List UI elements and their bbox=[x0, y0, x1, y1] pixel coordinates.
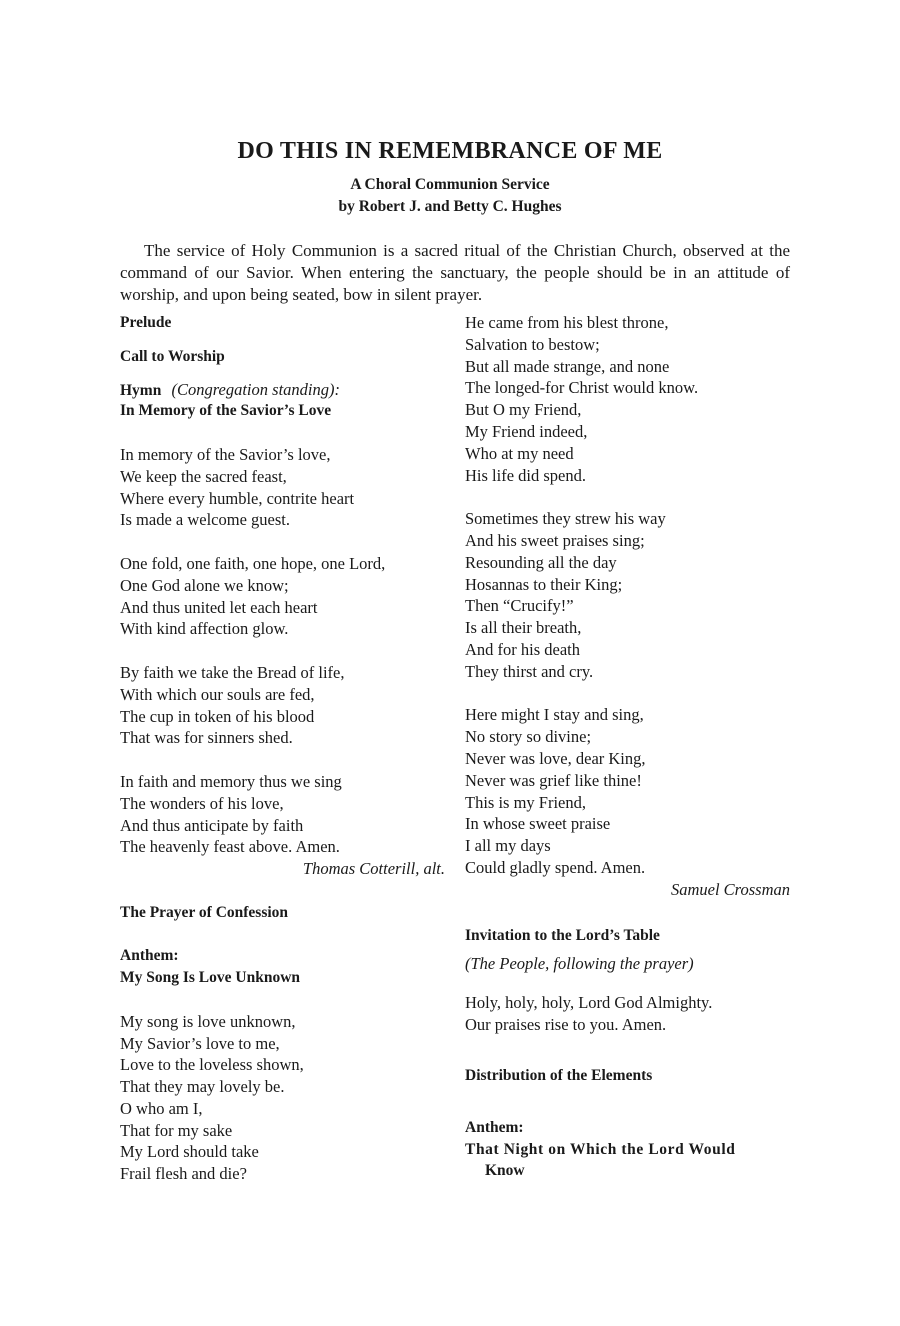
verse-line: Is made a welcome guest. bbox=[120, 510, 290, 530]
verse-line: This is my Friend, bbox=[465, 792, 587, 812]
verse-line: That for my sake bbox=[120, 1120, 233, 1140]
hymn-stanza-1 bbox=[120, 444, 450, 531]
left-column bbox=[120, 312, 450, 1185]
verse-line: He came from his blest throne, bbox=[465, 313, 669, 332]
verse-line: But all made strange, and none bbox=[465, 356, 670, 376]
anthem-stanza-4 bbox=[465, 704, 795, 878]
verse-line: That they may lovely be. bbox=[120, 1077, 285, 1097]
hymn-attribution: Thomas Cotterill, alt. bbox=[302, 859, 445, 879]
verse-line: The heavenly feast above. Amen. bbox=[120, 837, 340, 857]
anthem2-title-continued: Know bbox=[485, 1162, 525, 1180]
verse-line: Never was grief like thine! bbox=[465, 770, 642, 790]
verse-line: The cup in token of his blood bbox=[120, 706, 315, 726]
heading-prelude: Prelude bbox=[120, 314, 172, 331]
verse-line: One God alone we know; bbox=[120, 575, 289, 595]
verse-line: One fold, one faith, one hope, one Lord, bbox=[120, 553, 386, 573]
anthem-attribution: Samuel Crossman bbox=[670, 879, 790, 899]
verse-line: My Savior’s love to me, bbox=[120, 1033, 280, 1053]
verse-line: In whose sweet praise bbox=[465, 814, 611, 834]
anthem-stanza-3 bbox=[465, 508, 795, 682]
people-response bbox=[465, 992, 795, 1036]
anthem2-label: Anthem: bbox=[465, 1118, 524, 1136]
verse-line: Sometimes they strew his way bbox=[465, 509, 666, 529]
verse-line: In faith and memory thus we sing bbox=[120, 771, 342, 791]
verse-line: His life did spend. bbox=[465, 465, 586, 485]
verse-line: My song is love unknown, bbox=[120, 1011, 296, 1031]
heading-invitation: Invitation to the Lord’s Table bbox=[465, 927, 660, 945]
page-title: DO THIS IN REMEMBRANCE OF ME bbox=[237, 138, 663, 164]
verse-line: Hosannas to their King; bbox=[465, 574, 623, 594]
hymn-stanza-2 bbox=[120, 553, 450, 640]
verse-line: By faith we take the Bread of life, bbox=[120, 662, 345, 682]
verse-line: With which our souls are fed, bbox=[120, 684, 315, 704]
heading-call-to-worship: Call to Worship bbox=[120, 347, 225, 365]
heading-distribution: Distribution of the Elements bbox=[465, 1067, 653, 1085]
service-subtitle: A Choral Communion Service bbox=[350, 176, 550, 193]
verse-line: No story so divine; bbox=[465, 727, 592, 747]
verse-line: And for his death bbox=[465, 639, 581, 659]
verse-line: Salvation to bestow; bbox=[465, 334, 600, 354]
response-line: Holy, holy, holy, Lord God Almighty. bbox=[465, 992, 713, 1012]
hymn-stanza-4 bbox=[120, 771, 450, 858]
verse-line: Resounding all the day bbox=[465, 552, 617, 572]
verse-line: Then “Crucify!” bbox=[465, 596, 574, 616]
heading-prayer-of-confession: The Prayer of Confession bbox=[120, 903, 289, 921]
hymn-label: Hymn bbox=[120, 381, 162, 399]
verse-line: That was for sinners shed. bbox=[120, 728, 293, 748]
intro-paragraph: The service of Holy Communion is a sacred ritual of the Christian Church, observed at the command of our Savior. When entering the sanctuary, the people should be in an attitude of worship, and upon being seated, bow in silent prayer. bbox=[120, 241, 790, 304]
verse-line: In memory of the Savior’s love, bbox=[120, 444, 331, 464]
verse-line: And thus united let each heart bbox=[120, 597, 318, 617]
invitation-note: (The People, following the prayer) bbox=[465, 954, 694, 974]
verse-line: Where every humble, contrite heart bbox=[120, 488, 355, 508]
verse-line: O who am I, bbox=[120, 1098, 203, 1118]
verse-line: Could gladly spend. Amen. bbox=[465, 857, 646, 877]
verse-line: The wonders of his love, bbox=[120, 793, 284, 813]
verse-line: They thirst and cry. bbox=[465, 661, 594, 681]
verse-line: And his sweet praises sing; bbox=[465, 530, 645, 550]
anthem2-title: That Night on Which the Lord Would bbox=[465, 1140, 736, 1158]
anthem-title: My Song Is Love Unknown bbox=[120, 969, 301, 987]
hymn-note: (Congregation standing): bbox=[171, 379, 340, 399]
verse-line: And thus anticipate by faith bbox=[120, 815, 304, 835]
anthem-label: Anthem: bbox=[120, 947, 179, 965]
verse-line: Never was love, dear King, bbox=[465, 748, 646, 768]
verse-line: With kind affection glow. bbox=[120, 619, 289, 639]
verse-line: We keep the sacred feast, bbox=[120, 466, 287, 486]
verse-line: Love to the loveless shown, bbox=[120, 1055, 304, 1075]
right-column bbox=[465, 312, 795, 1182]
verse-line: Is all their breath, bbox=[465, 618, 582, 638]
response-line: Our praises rise to you. Amen. bbox=[465, 1014, 667, 1034]
verse-line: The longed-for Christ would know. bbox=[465, 378, 699, 398]
authors-line: by Robert J. and Betty C. Hughes bbox=[338, 198, 562, 215]
verse-line: My Friend indeed, bbox=[465, 421, 588, 441]
verse-line: Who at my need bbox=[465, 443, 574, 463]
hymn-heading bbox=[120, 379, 450, 401]
hymn-stanza-3 bbox=[120, 662, 450, 749]
anthem-stanza-1 bbox=[120, 1011, 450, 1185]
anthem-stanza-2 bbox=[465, 312, 795, 486]
hymn-title: In Memory of the Savior’s Love bbox=[120, 402, 332, 420]
verse-line: But O my Friend, bbox=[465, 400, 582, 420]
verse-line: I all my days bbox=[465, 836, 551, 856]
verse-line: My Lord should take bbox=[120, 1142, 259, 1162]
verse-line: Here might I stay and sing, bbox=[465, 705, 644, 725]
verse-line: Frail flesh and die? bbox=[120, 1164, 247, 1184]
